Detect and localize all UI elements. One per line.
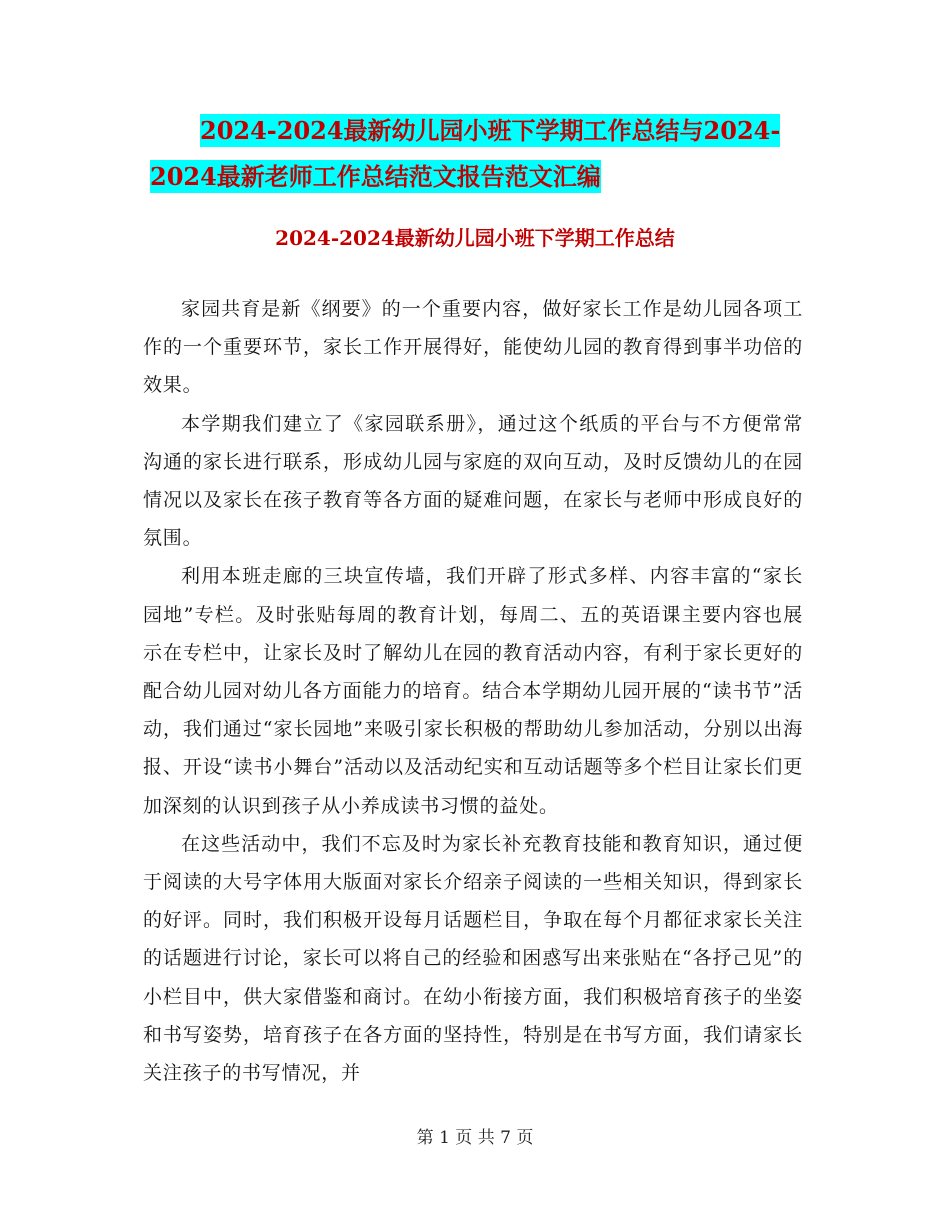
paragraph: 家园共育是新《纲要》的一个重要内容，做好家长工作是幼儿园各项工作的一个重要环节，家长工作开展得好，能使幼儿园的教育得到事半功倍的效果。 (143, 298, 803, 397)
document-body (143, 290, 803, 1092)
paragraph: 利用本班走廊的三块宣传墙，我们开辟了形式多样、内容丰富的“家长园地”专栏。及时张贴每周的教育计划，每周二、五的英语课主要内容也展示在专栏中，让家长及时了解幼儿在园的教育活动内容，有利于家长更好的配合幼儿园对幼儿各方面能力的培育。结合本学期幼儿园开展的“读书节”活动，我们通过“家长园地”来吸引家长积极的帮助幼儿参加活动，分别以出海报、开设“读书小舞台”活动以及活动纪实和互动话题等多个栏目让家长们更加深刻的认识到孩子从小养成读书习惯的益处。 (143, 565, 803, 817)
page-footer: 第 1 页 共 7 页 (416, 1128, 534, 1148)
document-main-title (150, 108, 810, 200)
paragraph: 在这些活动中，我们不忘及时为家长补充教育技能和教育知识，通过便于阅读的大号字体用大版面对家长介绍亲子阅读的一些相关知识，得到家长的好评。同时，我们积极开设每月话题栏目，争取在每个月都征求家长关注的话题进行讨论，家长可以将自己的经验和困惑写出来张贴在“各抒己见”的小栏目中，供大家借鉴和商讨。在幼小衔接方面，我们积极培育孩子的坐姿和书写姿势，培育孩子在各方面的坚持性，特别是在书写方面，我们请家长关注孩子的书写情况，并 (143, 832, 803, 1085)
section-title: 2024-2024最新幼儿园小班下学期工作总结 (275, 226, 675, 250)
paragraph: 本学期我们建立了《家园联系册》，通过这个纸质的平台与不方便常常沟通的家长进行联系，形成幼儿园与家庭的双向互动，及时反馈幼儿的在园情况以及家长在孩子教育等各方面的疑难问题，在家长与老师中形成良好的氛围。 (143, 412, 803, 550)
main-title-line-1 (150, 108, 810, 154)
main-title-line-2-text: 2024最新老师工作总结范文报告范文汇编 (150, 162, 601, 191)
main-title-line-1-text: 2024-2024最新幼儿园小班下学期工作总结与2024- (200, 116, 781, 145)
main-title-line-2 (150, 154, 810, 200)
